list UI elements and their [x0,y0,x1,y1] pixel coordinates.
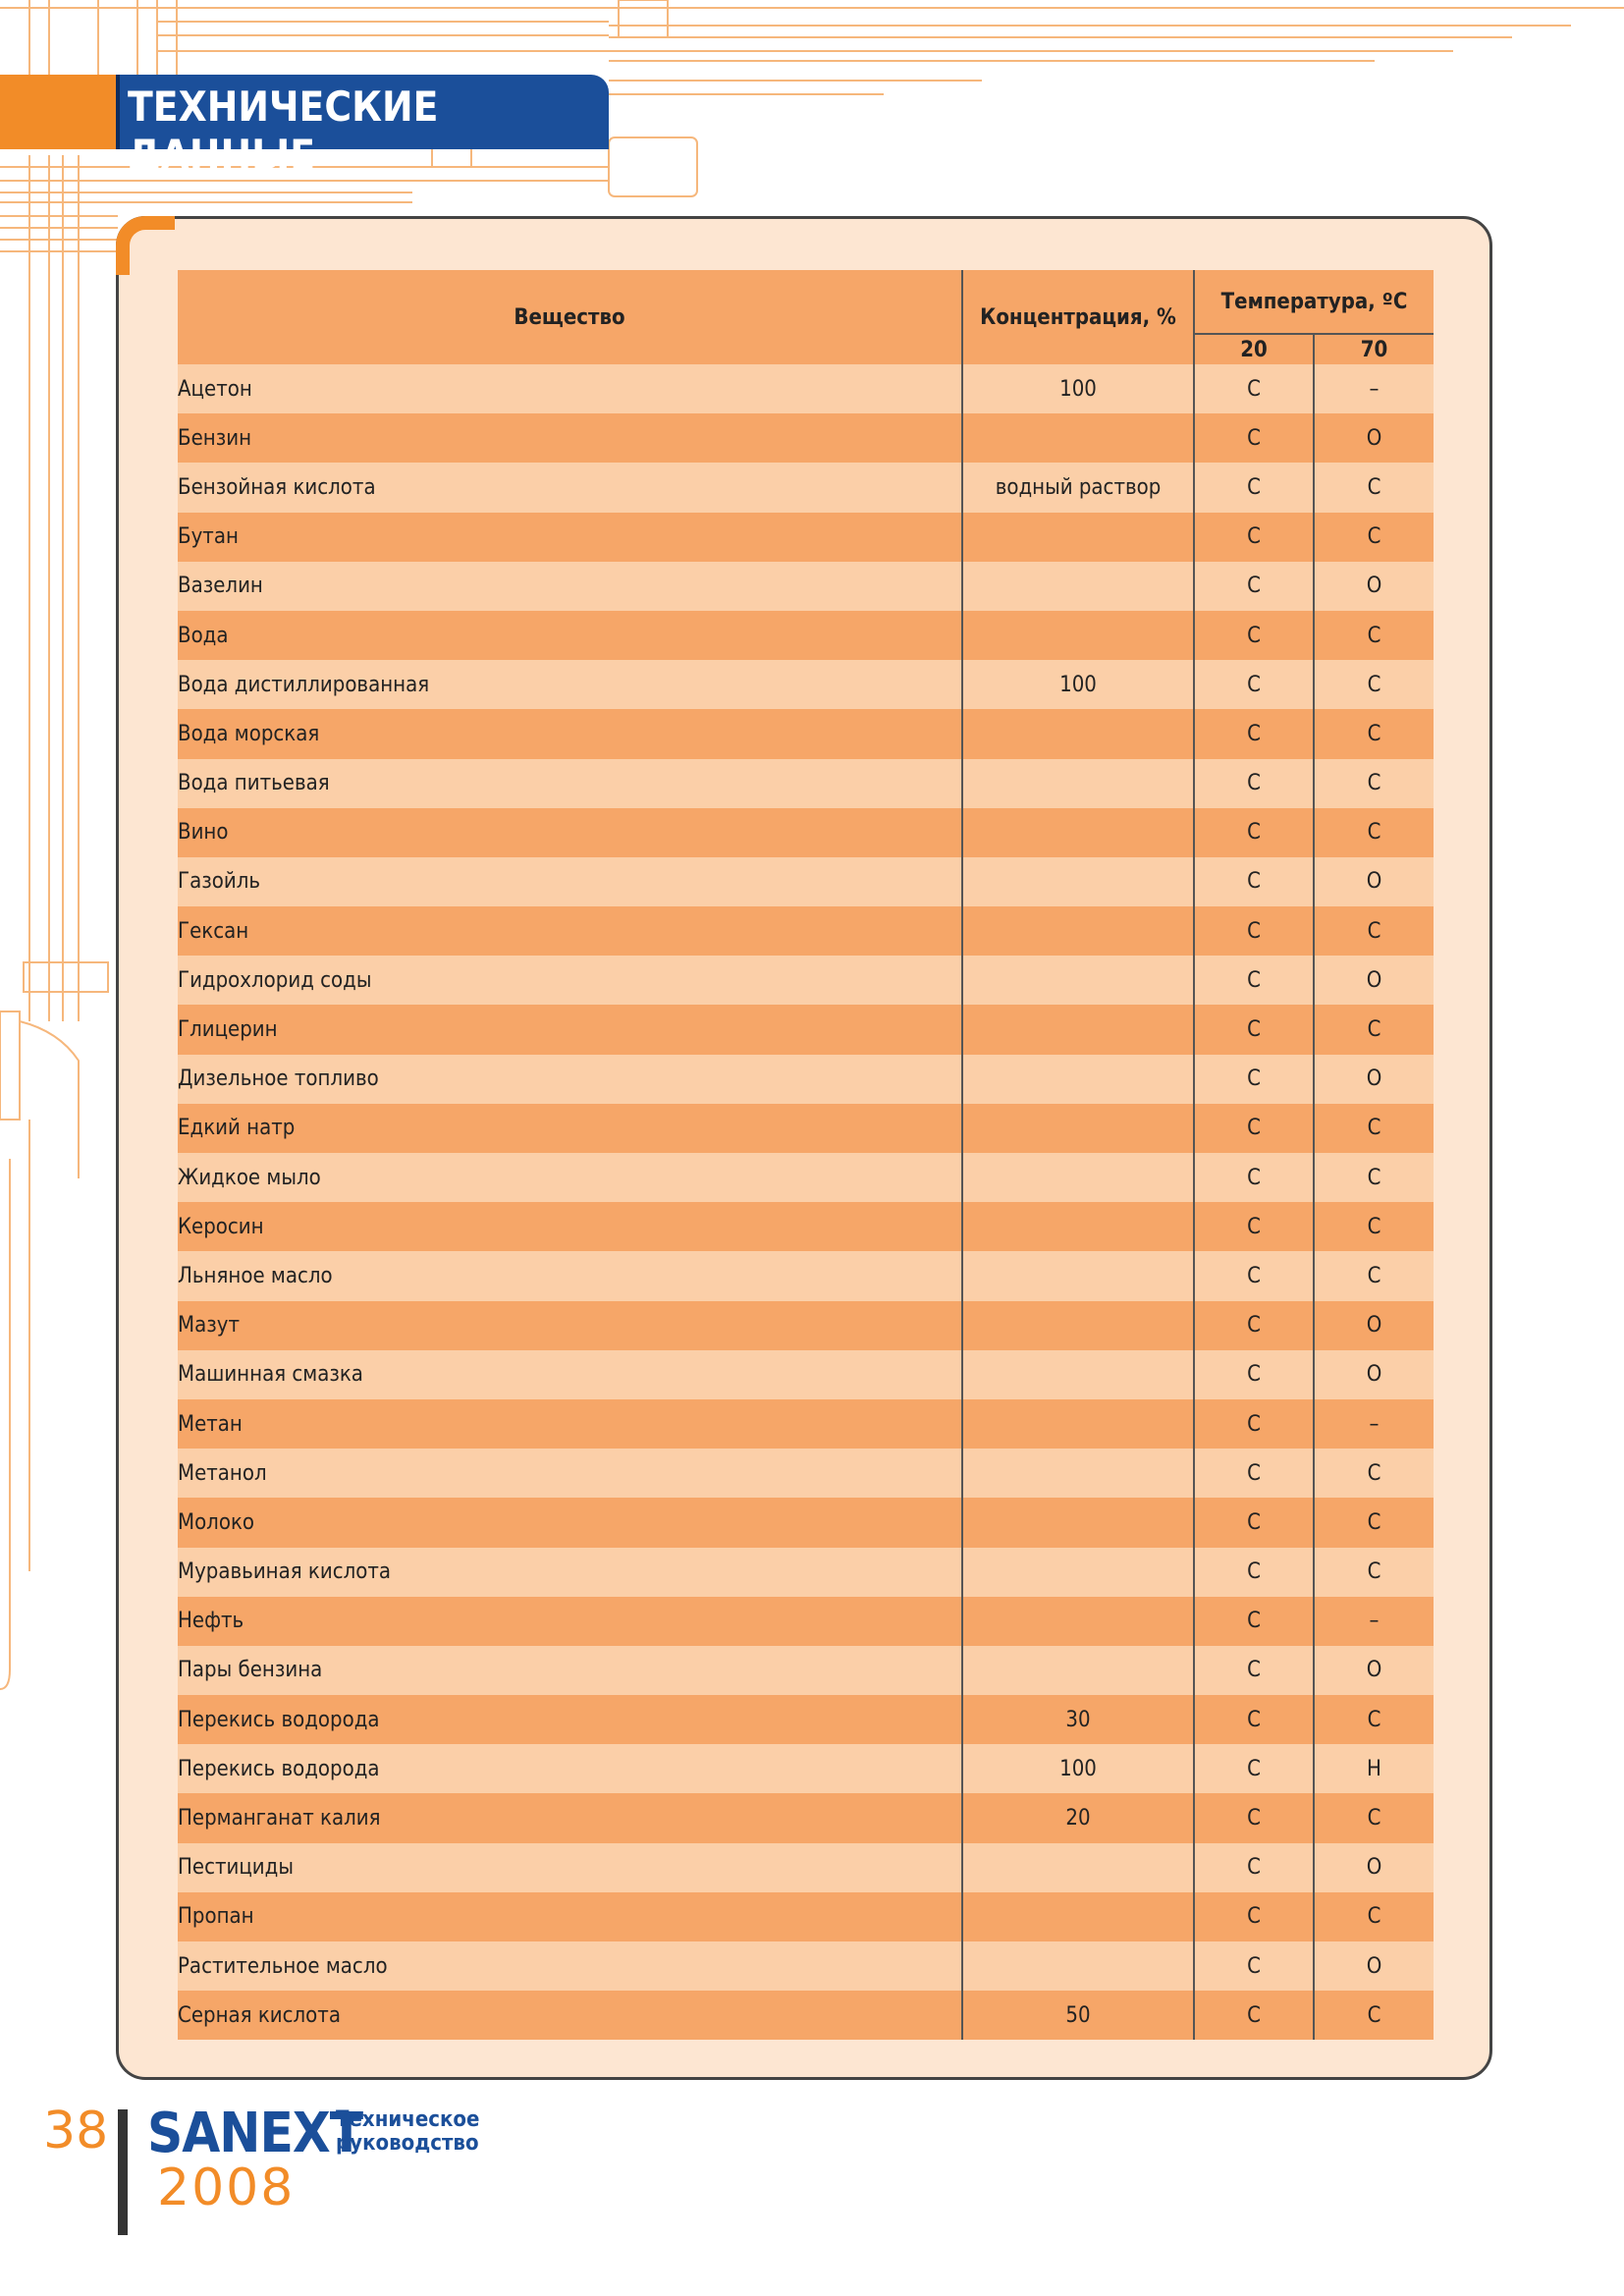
cell-substance: Вода питьевая [178,759,962,808]
table-row [178,1892,1434,1941]
cell-concentration [962,1892,1194,1941]
cell-temp-70: Н [1314,1744,1434,1793]
cell-substance: Керосин [178,1202,962,1251]
cell-concentration [962,1498,1194,1547]
table-row [178,513,1434,562]
cell-substance: Машинная смазка [178,1350,962,1399]
column-header-temperature: Температура, ºС [1194,270,1434,334]
table-row [178,1597,1434,1646]
cell-temp-70: С [1314,1793,1434,1842]
table-row [178,413,1434,463]
table-row [178,1498,1434,1547]
column-header-temp-20: 20 [1194,334,1314,364]
table-row [178,759,1434,808]
cell-temp-70: С [1314,1498,1434,1547]
table-row [178,1744,1434,1793]
table-row [178,906,1434,956]
cell-concentration [962,1055,1194,1104]
cell-concentration: 100 [962,364,1194,413]
cell-concentration [962,1941,1194,1991]
column-header-temp-70: 70 [1314,334,1434,364]
cell-concentration [962,1548,1194,1597]
cell-concentration [962,1597,1194,1646]
cell-substance: Нефть [178,1597,962,1646]
cell-temp-70: С [1314,808,1434,857]
cell-temp-70: О [1314,956,1434,1005]
cell-substance: Перманганат калия [178,1793,962,1842]
cell-concentration [962,1646,1194,1695]
cell-temp-20: С [1194,1153,1314,1202]
cell-temp-70: О [1314,1350,1434,1399]
cell-temp-20: С [1194,513,1314,562]
cell-concentration: 50 [962,1991,1194,2040]
cell-substance: Ацетон [178,364,962,413]
cell-temp-20: С [1194,660,1314,709]
cell-temp-20: С [1194,364,1314,413]
cell-substance: Вода дистиллированная [178,660,962,709]
footer-subtitle-line1: Техническое [336,2107,480,2132]
column-header-concentration: Концентрация, % [962,270,1194,364]
cell-substance: Дизельное топливо [178,1055,962,1104]
table-row [178,956,1434,1005]
page-number: 38 [43,2102,109,2160]
cell-temp-70: С [1314,759,1434,808]
cell-temp-20: С [1194,709,1314,758]
cell-temp-70: С [1314,1892,1434,1941]
cell-concentration [962,562,1194,611]
cell-temp-70: С [1314,1153,1434,1202]
cell-temp-20: С [1194,1941,1314,1991]
cell-temp-70: – [1314,1399,1434,1449]
cell-temp-20: С [1194,1892,1314,1941]
cell-temp-70: О [1314,562,1434,611]
cell-concentration: 100 [962,1744,1194,1793]
cell-substance: Пестициды [178,1843,962,1892]
cell-concentration [962,413,1194,463]
cell-substance: Бутан [178,513,962,562]
footer-subtitle-line2: руководство [336,2131,479,2156]
cell-concentration [962,956,1194,1005]
cell-concentration [962,906,1194,956]
cell-temp-20: С [1194,906,1314,956]
cell-substance: Едкий натр [178,1104,962,1153]
cell-temp-20: С [1194,1793,1314,1842]
cell-concentration [962,1301,1194,1350]
cell-concentration: 100 [962,660,1194,709]
cell-concentration [962,1153,1194,1202]
footer-year: 2008 [157,2159,296,2217]
table-row [178,660,1434,709]
cell-concentration: 30 [962,1695,1194,1744]
table-row [178,1646,1434,1695]
cell-temp-20: С [1194,611,1314,660]
cell-concentration [962,1449,1194,1498]
footer-divider [118,2109,128,2235]
cell-temp-70: О [1314,1055,1434,1104]
table-row [178,562,1434,611]
header-orange-tab [0,75,118,149]
cell-substance: Метанол [178,1449,962,1498]
cell-temp-70: С [1314,513,1434,562]
cell-temp-20: С [1194,1646,1314,1695]
cell-substance: Пары бензина [178,1646,962,1695]
cell-temp-20: С [1194,1744,1314,1793]
card-corner-accent [116,216,175,275]
cell-temp-70: О [1314,413,1434,463]
table-row [178,1251,1434,1300]
cell-temp-70: – [1314,1597,1434,1646]
cell-concentration [962,1251,1194,1300]
cell-concentration [962,611,1194,660]
cell-temp-70: С [1314,709,1434,758]
cell-concentration [962,857,1194,906]
cell-substance: Гидрохлорид соды [178,956,962,1005]
cell-temp-70: С [1314,1548,1434,1597]
cell-substance: Вода [178,611,962,660]
cell-substance: Гексан [178,906,962,956]
cell-temp-20: С [1194,1202,1314,1251]
column-header-substance: Вещество [178,270,962,364]
cell-substance: Метан [178,1399,962,1449]
cell-concentration [962,1399,1194,1449]
table-row [178,709,1434,758]
cell-temp-20: С [1194,1301,1314,1350]
table-row [178,364,1434,413]
cell-temp-20: С [1194,562,1314,611]
table-row [178,1695,1434,1744]
cell-concentration: 20 [962,1793,1194,1842]
cell-concentration [962,1202,1194,1251]
page-title: ТЕХНИЧЕСКИЕ ДАННЫЕ [128,82,439,179]
table-row [178,1991,1434,2040]
cell-substance: Пропан [178,1892,962,1941]
table-row [178,1153,1434,1202]
table-row [178,1005,1434,1054]
cell-temp-20: С [1194,463,1314,512]
cell-concentration [962,808,1194,857]
table-row [178,857,1434,906]
cell-concentration: водный раствор [962,463,1194,512]
cell-substance: Мазут [178,1301,962,1350]
table-row [178,1350,1434,1399]
table-body [178,364,1434,2040]
cell-temp-20: С [1194,1449,1314,1498]
cell-temp-20: С [1194,1597,1314,1646]
table-row [178,1449,1434,1498]
table-row [178,1104,1434,1153]
cell-temp-70: С [1314,1695,1434,1744]
table-row [178,1301,1434,1350]
cell-temp-20: С [1194,857,1314,906]
table-row [178,1843,1434,1892]
cell-temp-20: С [1194,1251,1314,1300]
cell-temp-70: О [1314,1843,1434,1892]
cell-temp-70: С [1314,463,1434,512]
cell-substance: Молоко [178,1498,962,1547]
table-row [178,1793,1434,1842]
page-footer [0,2102,1624,2249]
cell-temp-20: С [1194,1843,1314,1892]
cell-substance: Вино [178,808,962,857]
table-row [178,1399,1434,1449]
cell-concentration [962,1005,1194,1054]
cell-temp-70: С [1314,1202,1434,1251]
cell-substance: Жидкое мыло [178,1153,962,1202]
cell-temp-70: С [1314,1449,1434,1498]
cell-substance: Серная кислота [178,1991,962,2040]
cell-substance: Вазелин [178,562,962,611]
cell-temp-70: С [1314,1991,1434,2040]
cell-temp-20: С [1194,1399,1314,1449]
cell-concentration [962,1350,1194,1399]
table-row [178,1941,1434,1991]
cell-temp-70: С [1314,660,1434,709]
cell-concentration [962,1843,1194,1892]
cell-temp-70: С [1314,1251,1434,1300]
cell-temp-70: С [1314,1005,1434,1054]
cell-temp-70: С [1314,1104,1434,1153]
cell-substance: Растительное масло [178,1941,962,1991]
cell-temp-70: – [1314,364,1434,413]
cell-substance: Бензойная кислота [178,463,962,512]
cell-temp-20: С [1194,1104,1314,1153]
table-row [178,1202,1434,1251]
cell-temp-70: О [1314,1301,1434,1350]
cell-substance: Глицерин [178,1005,962,1054]
table-row [178,1548,1434,1597]
cell-temp-20: С [1194,1695,1314,1744]
cell-temp-20: С [1194,1991,1314,2040]
table-row [178,1055,1434,1104]
cell-temp-20: С [1194,413,1314,463]
cell-temp-20: С [1194,1005,1314,1054]
cell-substance: Газойль [178,857,962,906]
cell-temp-20: С [1194,956,1314,1005]
cell-temp-20: С [1194,1055,1314,1104]
cell-substance: Льняное масло [178,1251,962,1300]
cell-substance: Вода морская [178,709,962,758]
cell-temp-70: О [1314,857,1434,906]
brand-logo: SANEXT [147,2102,363,2165]
table-row [178,808,1434,857]
cell-temp-20: С [1194,1548,1314,1597]
cell-substance: Перекись водорода [178,1695,962,1744]
cell-temp-20: С [1194,1350,1314,1399]
chemical-resistance-table [178,270,1434,2040]
cell-temp-70: С [1314,906,1434,956]
table-row [178,611,1434,660]
cell-concentration [962,709,1194,758]
table-row [178,463,1434,512]
cell-temp-20: С [1194,808,1314,857]
cell-temp-20: С [1194,1498,1314,1547]
cell-temp-20: С [1194,759,1314,808]
cell-temp-70: О [1314,1646,1434,1695]
cell-substance: Муравьиная кислота [178,1548,962,1597]
cell-temp-70: О [1314,1941,1434,1991]
cell-substance: Перекись водорода [178,1744,962,1793]
section-header [0,75,609,179]
cell-concentration [962,513,1194,562]
cell-concentration [962,1104,1194,1153]
cell-concentration [962,759,1194,808]
cell-substance: Бензин [178,413,962,463]
cell-temp-70: С [1314,611,1434,660]
